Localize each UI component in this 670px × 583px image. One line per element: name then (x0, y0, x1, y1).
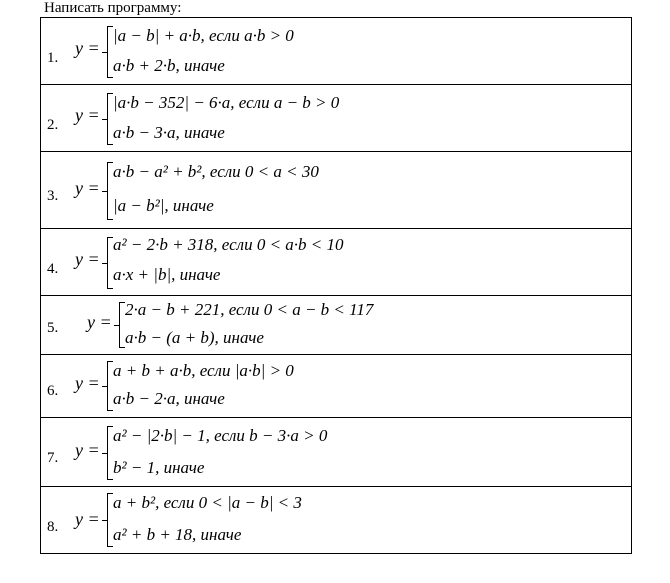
task-number: 5. (47, 320, 59, 336)
brace (107, 237, 108, 289)
formula-else-line: a·b − 2·a, иначе (113, 389, 225, 408)
task-row (41, 355, 632, 418)
formula-condition-line: a² − 2·b + 318, если 0 < a·b < 10 (113, 235, 344, 254)
formula-else-line: a·b − (a + b), иначе (125, 328, 264, 347)
task-row (41, 418, 632, 487)
formula-condition-line: 2·a − b + 221, если 0 < a − b < 117 (125, 300, 374, 319)
formula-condition-line: a + b + a·b, если |a·b| > 0 (113, 361, 294, 380)
task-number: 8. (47, 519, 59, 535)
task-number: 1. (47, 50, 59, 66)
task-row (41, 229, 632, 296)
formula-else-line: a·b + 2·b, иначе (113, 56, 225, 75)
task-row (41, 152, 632, 229)
formula-else-line: |a − b²|, иначе (113, 196, 214, 215)
brace (107, 93, 108, 145)
task-number: 6. (47, 383, 59, 399)
formula-else-line: a·b − 3·a, иначе (113, 123, 225, 142)
formula-condition-line: a·b − a² + b², если 0 < a < 30 (113, 162, 319, 181)
formula-else-line: b² − 1, иначе (113, 458, 205, 477)
task-row (41, 296, 632, 355)
formula-condition-line: |a·b − 352| − 6·a, если a − b > 0 (113, 93, 340, 112)
formula-condition-line: a + b², если 0 < |a − b| < 3 (113, 493, 302, 512)
brace (107, 426, 108, 480)
formula-else-line: a² + b + 18, иначе (113, 525, 242, 544)
tasks-table (40, 17, 632, 554)
formula-lhs: y = (75, 38, 100, 58)
formula-lhs: y = (75, 373, 100, 393)
page-heading: Написать программу: (44, 0, 182, 16)
formula-lhs: y = (75, 249, 100, 269)
brace (107, 361, 108, 411)
brace (107, 493, 108, 547)
task-row (41, 18, 632, 85)
formula-lhs: y = (87, 312, 112, 332)
formula-lhs: y = (75, 178, 100, 198)
task-number: 3. (47, 188, 59, 204)
brace (107, 162, 108, 220)
task-row (41, 85, 632, 152)
task-row (41, 487, 632, 554)
task-number: 7. (47, 450, 59, 466)
brace (119, 302, 120, 348)
formula-condition-line: a² − |2·b| − 1, если b − 3·a > 0 (113, 426, 328, 445)
task-number: 2. (47, 117, 59, 133)
formula-condition-line: |a − b| + a·b, если a·b > 0 (113, 26, 294, 45)
task-number: 4. (47, 261, 59, 277)
formula-lhs: y = (75, 509, 100, 529)
formula-lhs: y = (75, 105, 100, 125)
formula-lhs: y = (75, 440, 100, 460)
formula-else-line: a·x + |b|, иначе (113, 265, 221, 284)
brace (107, 26, 108, 78)
